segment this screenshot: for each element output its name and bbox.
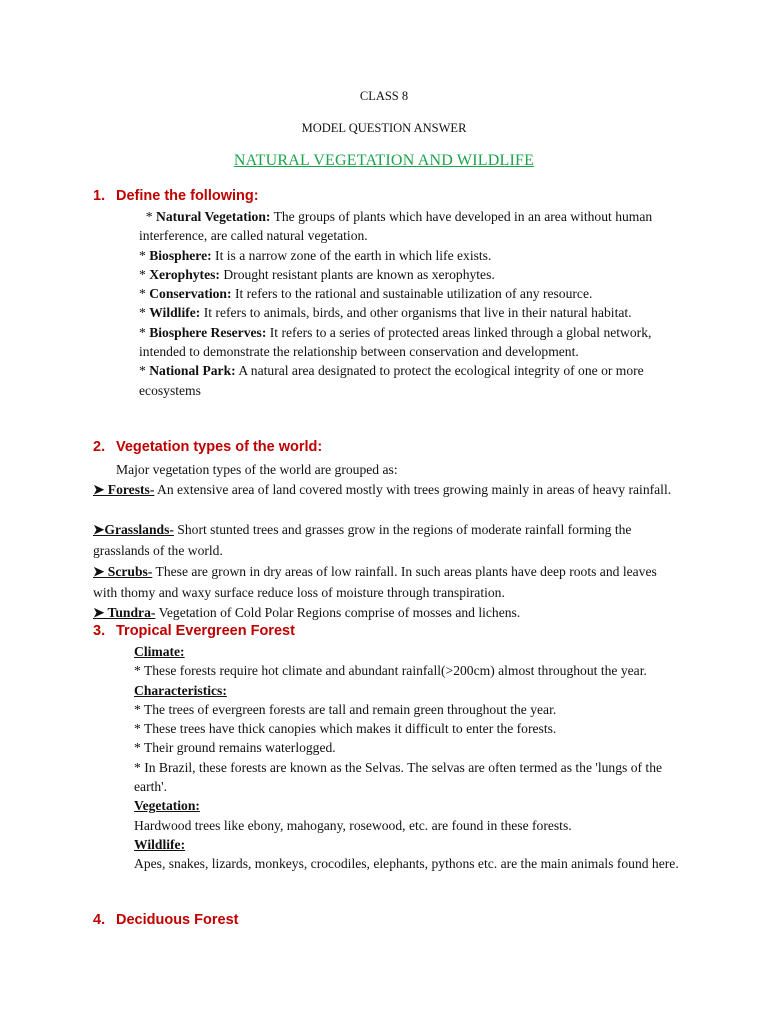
definition-item: * Biosphere Reserves: It refers to a series of protected areas linked through a global network, intended to demonstrate the relationship between conservation and development. [139,324,652,360]
definition-text: A natural area designated to protect the ecological integrity of one or more ecosystems [139,363,644,398]
definition-term: Wildlife: [149,305,201,321]
definition-item: * Biosphere: It is a narrow zone of the earth in which life exists. [139,247,492,263]
characteristic-item: * Their ground remains waterlogged. [134,740,336,756]
vegetation-type-scrubs [93,562,678,603]
definition-text: It is a narrow zone of the earth in which life exists. [215,247,492,263]
definition-text: The groups of plants which have developed in an area without human interference, are called natural vegetation. [139,209,653,244]
vegetation-type-term: ➤ Scrubs- [93,564,153,579]
model-question-label: MODEL QUESTION ANSWER [301,121,467,135]
section-3-title: Tropical Evergreen Forest [116,623,295,639]
definition-item: * Natural Vegetation: The groups of plants which have developed in an area without human interference, are called natural vegetation. [139,209,653,244]
definition-term: National Park: [149,363,236,379]
wildlife-label: Wildlife: [134,836,186,852]
vegetation-label: Vegetation: [134,798,200,814]
wildlife-text: Apes, snakes, lizards, monkeys, crocodiles, elephants, pythons etc. are the main animals found here. [134,856,679,872]
section-1-heading [93,188,259,204]
section-4-number: 4. [93,912,106,928]
definition-text: It refers to animals, birds, and other organisms that live in their natural habitat. [203,305,632,321]
characteristic-item: * The trees of evergreen forests are tall and remain green throughout the year. [134,701,557,717]
vegetation-type-term: ➤ Forests- [93,482,155,497]
section-2-number: 2. [93,439,106,455]
section-1-number: 1. [93,188,106,204]
section-2-heading [93,439,322,455]
definition-item: * National Park: A natural area designated to protect the ecological integrity of one or more ecosystems [139,363,644,398]
definition-term: Conservation: [149,286,232,302]
vegetation-type-tundra [93,603,678,624]
vegetation-type-grasslands [93,520,678,561]
vegetation-type-term: ➤Grasslands- [93,522,174,537]
vegetation-text: Hardwood trees like ebony, mahogany, rosewood, etc. are found in these forests. [134,817,572,833]
section-4-title: Deciduous Forest [116,912,239,928]
climate-text: * These forests require hot climate and abundant rainfall(>200cm) almost throughout the year. [134,663,647,679]
vegetation-type-forests [93,480,678,501]
definition-item: * Xerophytes: Drought resistant plants are known as xerophytes. [139,266,495,282]
definition-term: Biosphere: [149,247,212,263]
page-title: NATURAL VEGETATION AND WILDLIFE [233,152,535,169]
definition-term: Biosphere Reserves: [149,324,267,340]
section-2-title: Vegetation types of the world: [116,439,323,455]
characteristic-item: * In Brazil, these forests are known as the Selvas. The selvas are often termed as the 'lungs of the earth'. [134,759,663,795]
definition-text: It refers to a series of protected areas linked through a global network, intended to demonstrate the relationship between conservation and development. [139,324,652,360]
vegetation-type-text: Short stunted trees and grasses grow in the regions of moderate rainfall forming the grasslands of the world. [93,522,632,558]
section-1-title: Define the following: [116,188,259,204]
vegetation-type-text: These are grown in dry areas of low rainfall. In such areas plants have deep roots and leaves with thomy and waxy surface reduce loss of moisture through transpiration. [93,564,657,600]
definition-term: Natural Vegetation: [156,209,271,224]
section-3-heading [93,623,295,639]
vegetation-type-term: ➤ Tundra- [93,605,156,620]
climate-label: Climate: [134,644,185,659]
definition-item: * Conservation: It refers to the rational and sustainable utilization of any resource. [139,286,593,302]
section-3-number: 3. [93,623,106,639]
characteristics-label: Characteristics: [134,682,227,698]
definition-text: Drought resistant plants are known as xerophytes. [223,266,495,282]
definition-term: Xerophytes: [149,266,220,282]
vegetation-intro: Major vegetation types of the world are grouped as: [116,462,398,477]
class-label: CLASS 8 [359,89,409,103]
vegetation-type-text: An extensive area of land covered mostly with trees growing mainly in areas of heavy rainfall. [157,482,672,497]
definitions-list [139,207,679,400]
characteristic-item: * These trees have thick canopies which makes it difficult to enter the forests. [134,721,557,737]
definition-text: It refers to the rational and sustainable utilization of any resource. [234,286,593,302]
section-3-body [134,642,679,874]
vegetation-type-text: Vegetation of Cold Polar Regions comprise of mosses and lichens. [158,605,521,620]
definition-item: * Wildlife: It refers to animals, birds, and other organisms that live in their natural habitat. [139,305,632,321]
section-4-heading [93,912,238,928]
